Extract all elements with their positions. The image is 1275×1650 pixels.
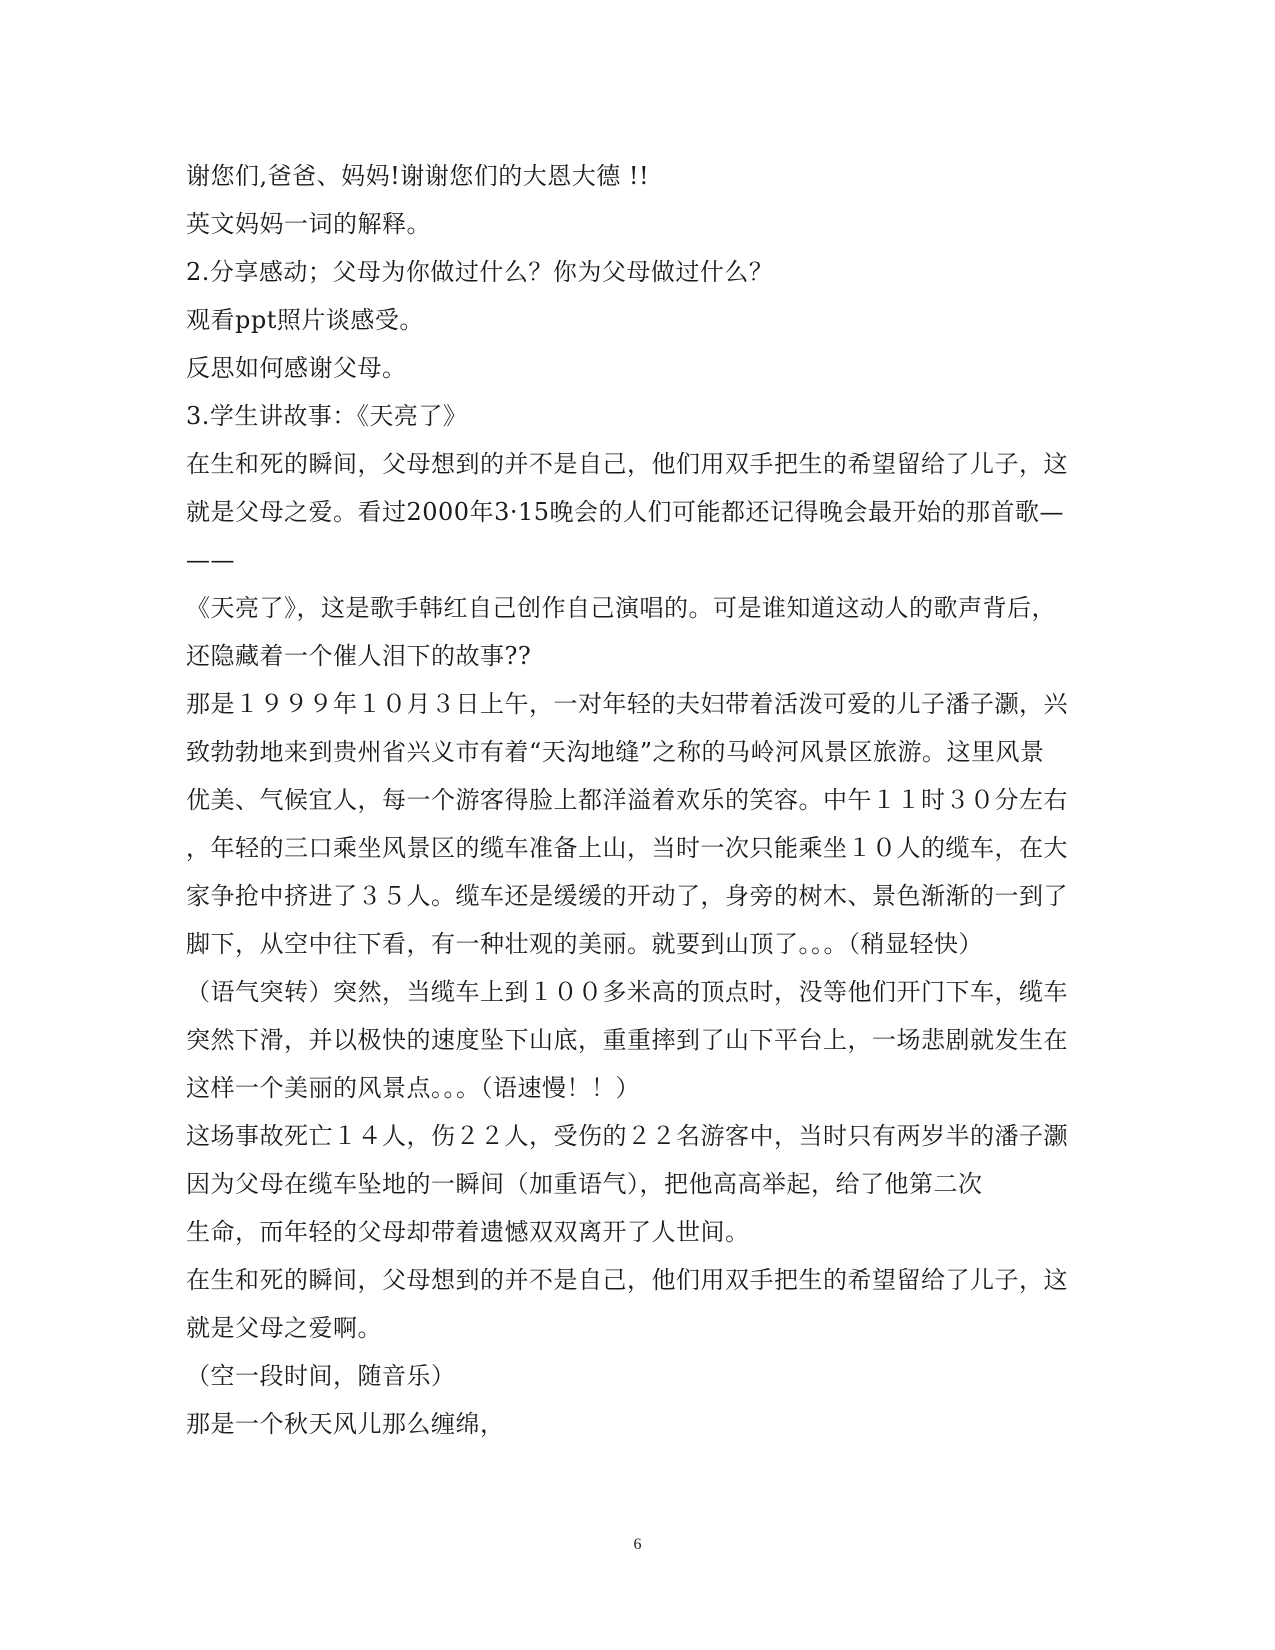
text-line: 因为父母在缆车坠地的一瞬间（加重语气），把他高高举起，给了他第二次 (186, 1170, 983, 1198)
text-line: （语气突转）突然，当缆车上到１００多米高的顶点时，没等他们开门下车，缆车 (186, 978, 1068, 1006)
text-line: 还隐藏着一个催人泪下的故事?? (186, 642, 532, 670)
text-line: 谢您们,爸爸、妈妈!谢谢您们的大恩大德 !! (186, 162, 650, 190)
text-line: 2.分享感动；父母为你做过什么？你为父母做过什么？ (186, 258, 774, 286)
text-line: —— (186, 546, 235, 574)
text-line: 这场事故死亡１４人，伤２２人，受伤的２２名游客中，当时只有两岁半的潘子灏 (186, 1122, 1068, 1150)
text-line: 3.学生讲故事：《天亮了》 (186, 402, 468, 430)
text-line: 《天亮了》，这是歌手韩红自己创作自己演唱的。可是谁知道这动人的歌声背后， (186, 594, 1056, 622)
document-body (186, 152, 1091, 1448)
text-line: ，年轻的三口乘坐风景区的缆车准备上山，当时一次只能乘坐１０人的缆车，在大 (186, 834, 1068, 862)
text-line: 那是１９９９年１０月３日上午，一对年轻的夫妇带着活泼可爱的儿子潘子灏，兴 (186, 690, 1068, 718)
text-line: 致勃勃地来到贵州省兴义市有着“天沟地缝”之称的马岭河风景区旅游。这里风景 (186, 738, 1045, 766)
text-line: 这样一个美丽的风景点。。。（语速慢！！） (186, 1074, 640, 1102)
text-line: 反思如何感谢父母。 (186, 354, 407, 382)
text-line: （空一段时间，随音乐） (186, 1362, 456, 1390)
text-line: 家争抢中挤进了３５人。缆车还是缓缓的开动了，身旁的树木、景色渐渐的一到了 (186, 882, 1068, 910)
text-line: 在生和死的瞬间，父母想到的并不是自己，他们用双手把生的希望留给了儿子，这 (186, 450, 1068, 478)
text-line: 脚下，从空中往下看，有一种壮观的美丽。就要到山顶了。。。（稍显轻快） (186, 930, 983, 958)
text-line: 观看ppt照片谈感受。 (186, 306, 424, 334)
text-line: 英文妈妈一词的解释。 (186, 210, 431, 238)
text-line: 那是一个秋天风儿那么缠绵， (186, 1410, 505, 1438)
text-line: 突然下滑，并以极快的速度坠下山底，重重摔到了山下平台上，一场悲剧就发生在 (186, 1026, 1068, 1054)
text-line: 就是父母之爱啊。 (186, 1314, 382, 1342)
text-line: 生命，而年轻的父母却带着遗憾双双离开了人世间。 (186, 1218, 750, 1246)
page-number: 6 (633, 1536, 642, 1553)
text-line: 在生和死的瞬间，父母想到的并不是自己，他们用双手把生的希望留给了儿子，这 (186, 1266, 1068, 1294)
text-line: 就是父母之爱。看过2000年3·15晚会的人们可能都还记得晚会最开始的那首歌— (186, 498, 1065, 526)
text-line: 优美、气候宜人，每一个游客得脸上都洋溢着欢乐的笑容。中午１１时３０分左右 (186, 786, 1068, 814)
